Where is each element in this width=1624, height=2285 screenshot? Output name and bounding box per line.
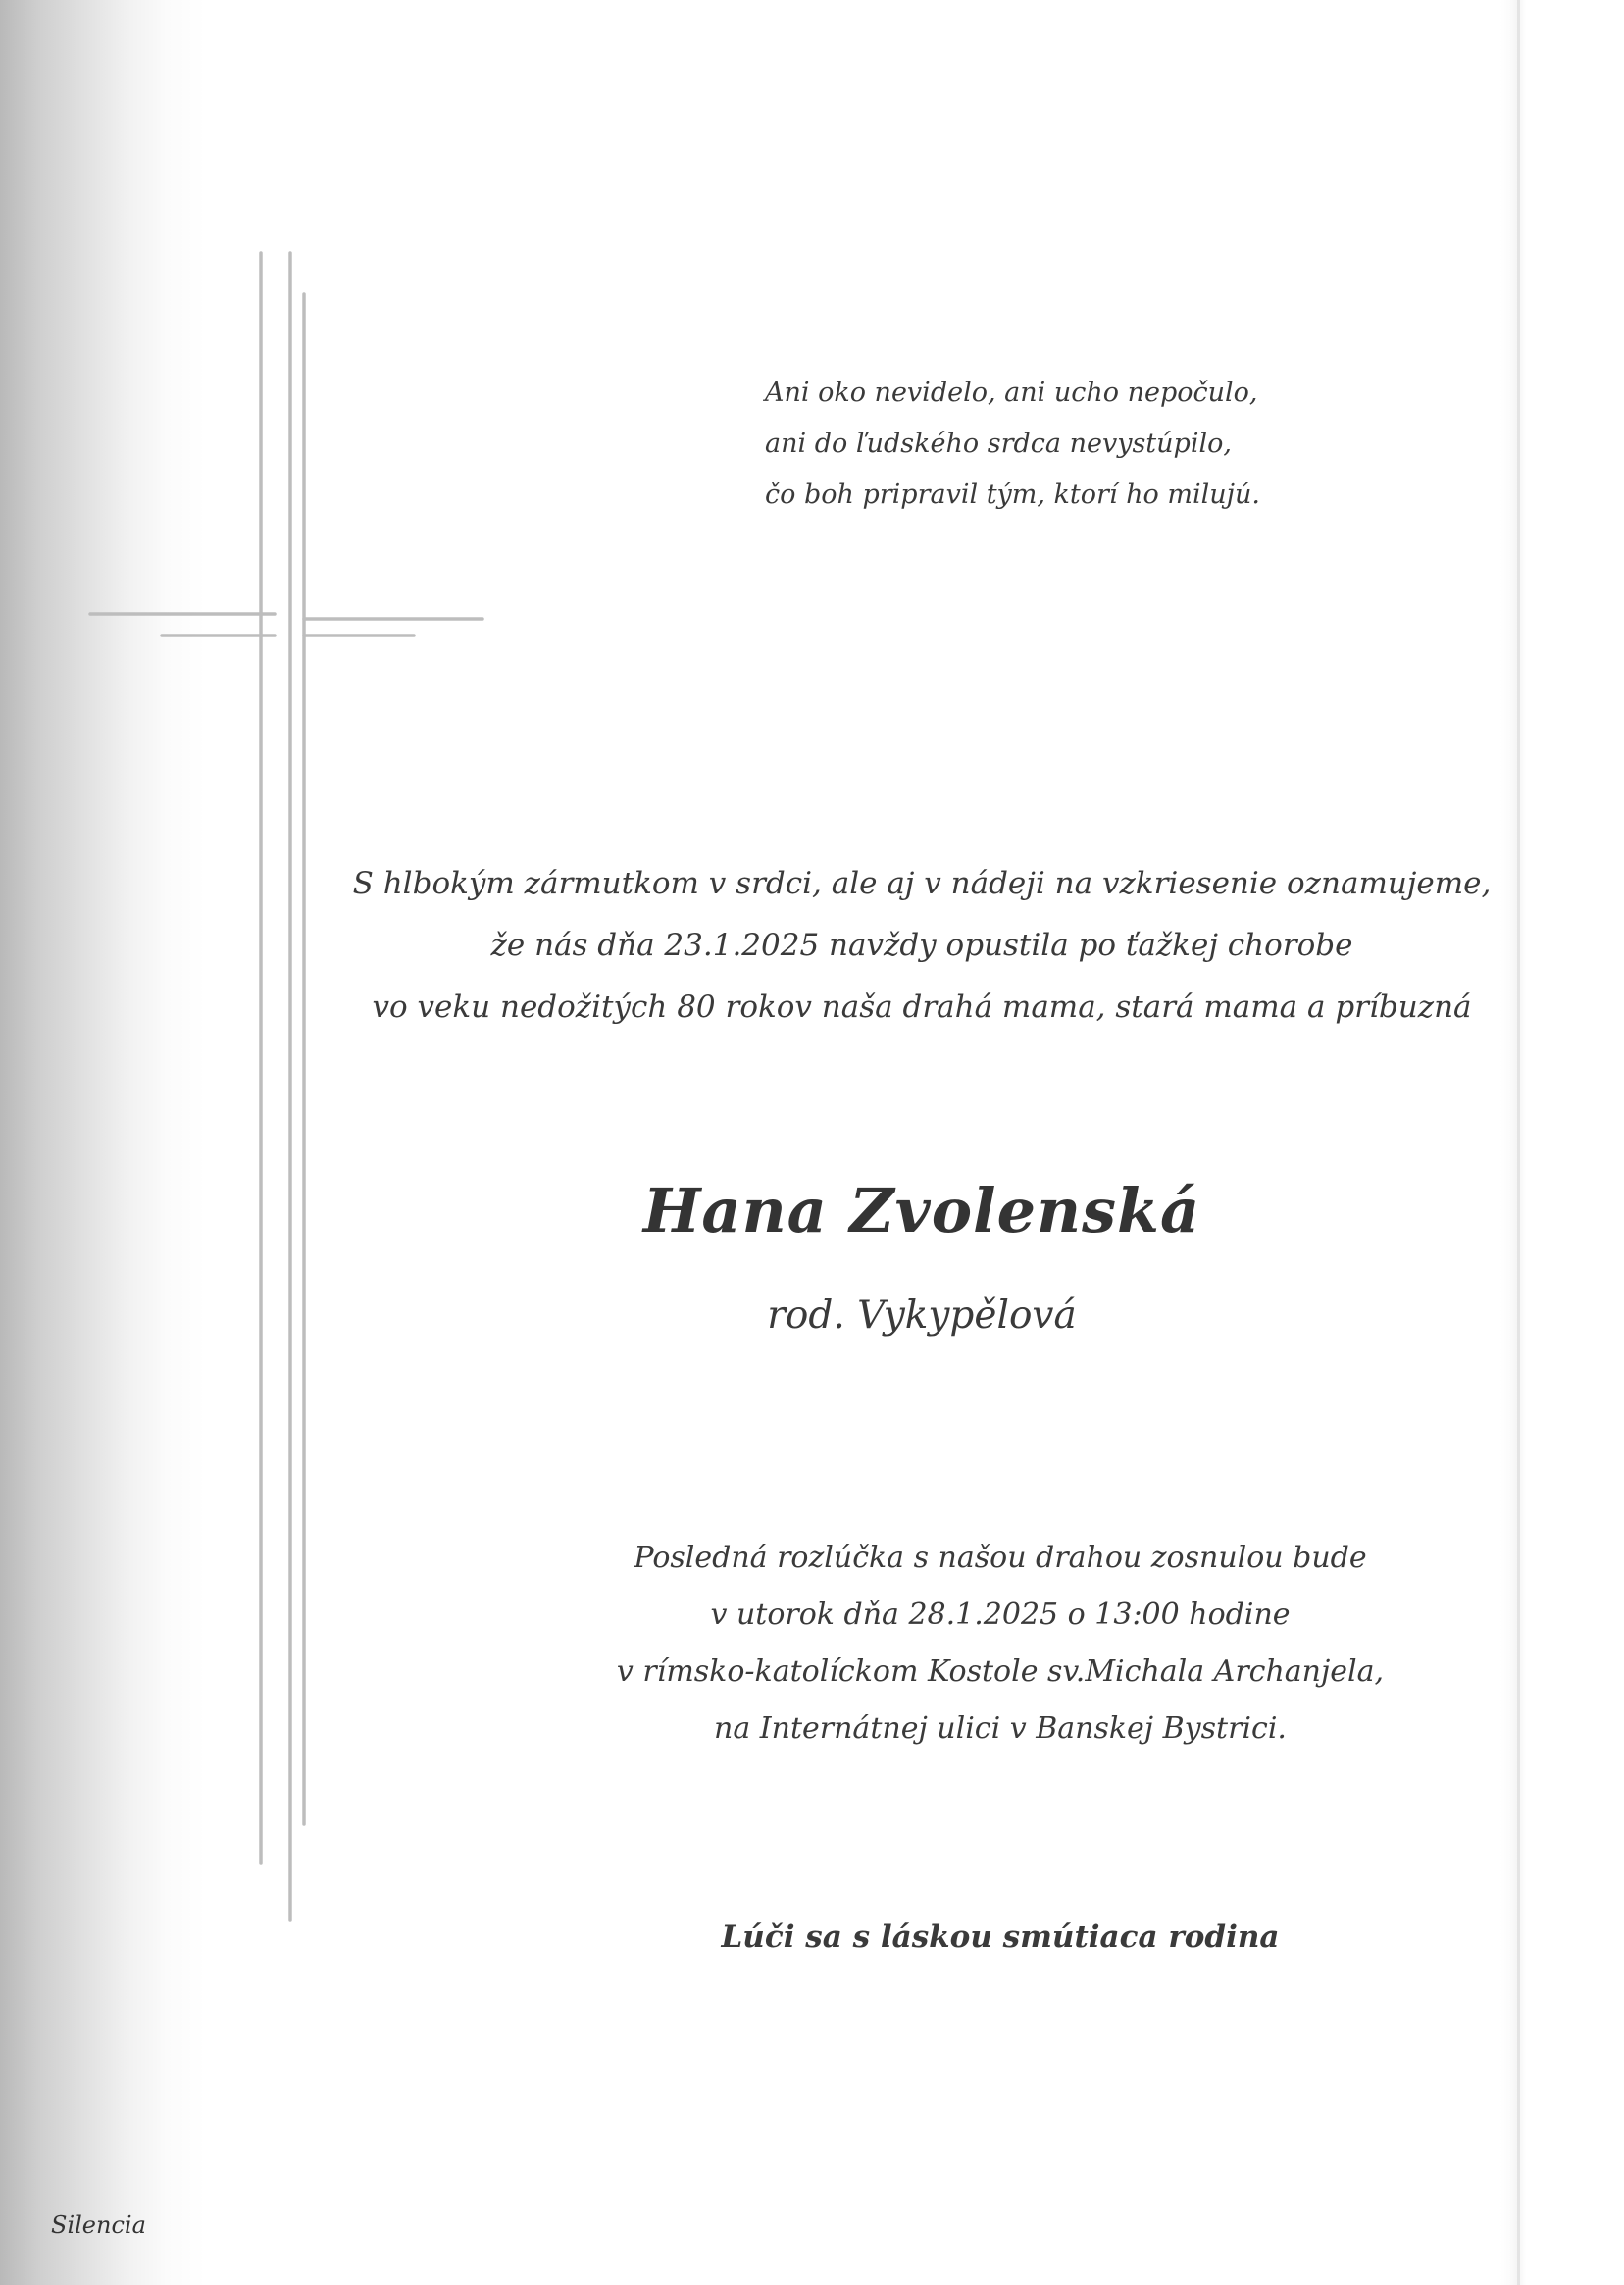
maiden-name: rod. Vykypělová	[767, 1294, 1077, 1338]
signoff: Lúči sa s láskou smútiaca rodina	[721, 1919, 1280, 1955]
deceased-name: Hana Zvolenská	[642, 1175, 1201, 1246]
announcement-line: S hlbokým zármutkom v srdci, ale aj v nádeji na vzkriesenie oznamujeme,	[352, 866, 1492, 901]
farewell-line: na Internátnej ulici v Banskej Bystrici.	[714, 1711, 1287, 1746]
announcement-block	[294, 853, 1549, 1039]
farewell-line: Posledná rozlúčka s našou drahou zosnulou bude	[634, 1541, 1367, 1575]
farewell-line: v rímsko-katolíckom Kostole sv.Michala Archanjela,	[616, 1654, 1385, 1689]
verse-line: Ani oko nevidelo, ani ucho nepočulo,	[765, 378, 1258, 408]
verse-block	[765, 368, 1451, 521]
announcement-line: vo veku nedožitých 80 rokov naša drahá mama, stará mama a príbuzná	[372, 990, 1472, 1025]
announcement-line: že nás dňa 23.1.2025 navždy opustila po ťažkej chorobe	[490, 928, 1353, 963]
page-edge-line	[1517, 0, 1520, 2285]
verse-line: ani do ľudského srdca nevystúpilo,	[765, 429, 1232, 459]
verse-line: čo boh pripravil tým, ktorí ho milujú.	[765, 480, 1260, 510]
farewell-block	[412, 1530, 1589, 1757]
farewell-line: v utorok dňa 28.1.2025 o 13:00 hodine	[710, 1598, 1291, 1632]
brand-label: Silencia	[51, 2211, 146, 2239]
